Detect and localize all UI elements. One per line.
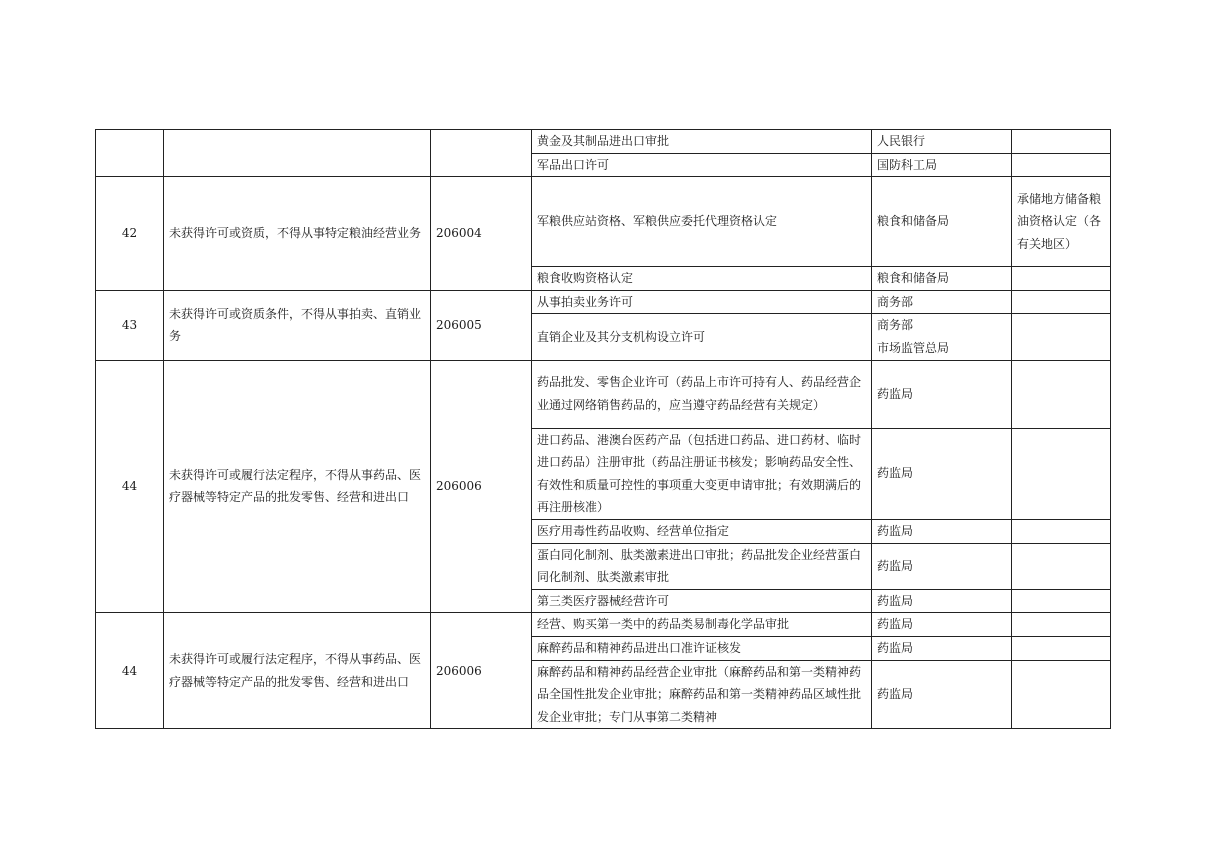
item-name-cell: 军粮供应站资格、军粮供应委托代理资格认定 bbox=[532, 177, 872, 267]
note-cell bbox=[1012, 519, 1111, 543]
permit-table bbox=[95, 129, 1111, 729]
department-cell: 国防科工局 bbox=[872, 153, 1012, 177]
permit-table-body bbox=[96, 130, 1111, 729]
item-name-cell: 蛋白同化制剂、肽类激素进出口审批；药品批发企业经营蛋白同化制剂、肽类激素审批 bbox=[532, 543, 872, 589]
code-cell: 206005 bbox=[431, 290, 532, 360]
note-cell bbox=[1012, 428, 1111, 519]
category-cell: 未获得许可或履行法定程序，不得从事药品、医疗器械等特定产品的批发零售、经营和进出口 bbox=[164, 360, 431, 613]
item-name-cell: 军品出口许可 bbox=[532, 153, 872, 177]
department-cell: 粮食和储备局 bbox=[872, 177, 1012, 267]
table-row bbox=[96, 177, 1111, 267]
note-cell: 承储地方储备粮油资格认定（各有关地区） bbox=[1012, 177, 1111, 267]
note-cell bbox=[1012, 636, 1111, 660]
row-number: 44 bbox=[96, 360, 164, 613]
department-cell: 商务部 bbox=[872, 290, 1012, 314]
department-cell: 人民银行 bbox=[872, 130, 1012, 154]
code-cell: 206006 bbox=[431, 613, 532, 729]
note-cell bbox=[1012, 130, 1111, 154]
row-number: 44 bbox=[96, 613, 164, 729]
item-name-cell: 医疗用毒性药品收购、经营单位指定 bbox=[532, 519, 872, 543]
note-cell bbox=[1012, 153, 1111, 177]
item-name-cell: 麻醉药品和精神药品进出口准许证核发 bbox=[532, 636, 872, 660]
note-cell bbox=[1012, 360, 1111, 428]
table-row bbox=[96, 613, 1111, 637]
department-cell: 药监局 bbox=[872, 660, 1012, 729]
note-cell bbox=[1012, 267, 1111, 291]
note-cell bbox=[1012, 589, 1111, 613]
note-cell bbox=[1012, 314, 1111, 360]
department-cell: 粮食和储备局 bbox=[872, 267, 1012, 291]
department-cell: 药监局 bbox=[872, 519, 1012, 543]
item-name-cell: 第三类医疗器械经营许可 bbox=[532, 589, 872, 613]
category-cell: 未获得许可或履行法定程序，不得从事药品、医疗器械等特定产品的批发零售、经营和进出口 bbox=[164, 613, 431, 729]
code-cell: 206004 bbox=[431, 177, 532, 291]
item-name-cell: 进口药品、港澳台医药产品（包括进口药品、进口药材、临时进口药品）注册审批（药品注册证书核发；影响药品安全性、有效性和质量可控性的事项重大变更申请审批；有效期满后的再注册核准） bbox=[532, 428, 872, 519]
note-cell bbox=[1012, 290, 1111, 314]
code-cell bbox=[431, 130, 532, 177]
category-cell bbox=[164, 130, 431, 177]
department-cell: 药监局 bbox=[872, 543, 1012, 589]
category-cell: 未获得许可或资质，不得从事特定粮油经营业务 bbox=[164, 177, 431, 291]
row-number bbox=[96, 130, 164, 177]
table-row bbox=[96, 360, 1111, 428]
department-cell: 药监局 bbox=[872, 613, 1012, 637]
item-name-cell: 粮食收购资格认定 bbox=[532, 267, 872, 291]
item-name-cell: 从事拍卖业务许可 bbox=[532, 290, 872, 314]
note-cell bbox=[1012, 613, 1111, 637]
item-name-cell: 黄金及其制品进出口审批 bbox=[532, 130, 872, 154]
department-cell: 药监局 bbox=[872, 636, 1012, 660]
department-cell: 药监局 bbox=[872, 360, 1012, 428]
item-name-cell: 经营、购买第一类中的药品类易制毒化学品审批 bbox=[532, 613, 872, 637]
category-cell: 未获得许可或资质条件，不得从事拍卖、直销业务 bbox=[164, 290, 431, 360]
department-cell: 商务部 市场监管总局 bbox=[872, 314, 1012, 360]
table-row bbox=[96, 290, 1111, 314]
note-cell bbox=[1012, 660, 1111, 729]
note-cell bbox=[1012, 543, 1111, 589]
department-cell: 药监局 bbox=[872, 428, 1012, 519]
code-cell: 206006 bbox=[431, 360, 532, 613]
item-name-cell: 直销企业及其分支机构设立许可 bbox=[532, 314, 872, 360]
row-number: 42 bbox=[96, 177, 164, 291]
item-name-cell: 麻醉药品和精神药品经营企业审批（麻醉药品和第一类精神药品全国性批发企业审批；麻醉药品和第一类精神药品区域性批发企业审批；专门从事第二类精神 bbox=[532, 660, 872, 729]
table-row bbox=[96, 130, 1111, 154]
item-name-cell: 药品批发、零售企业许可（药品上市许可持有人、药品经营企业通过网络销售药品的，应当遵守药品经营有关规定） bbox=[532, 360, 872, 428]
department-cell: 药监局 bbox=[872, 589, 1012, 613]
row-number: 43 bbox=[96, 290, 164, 360]
